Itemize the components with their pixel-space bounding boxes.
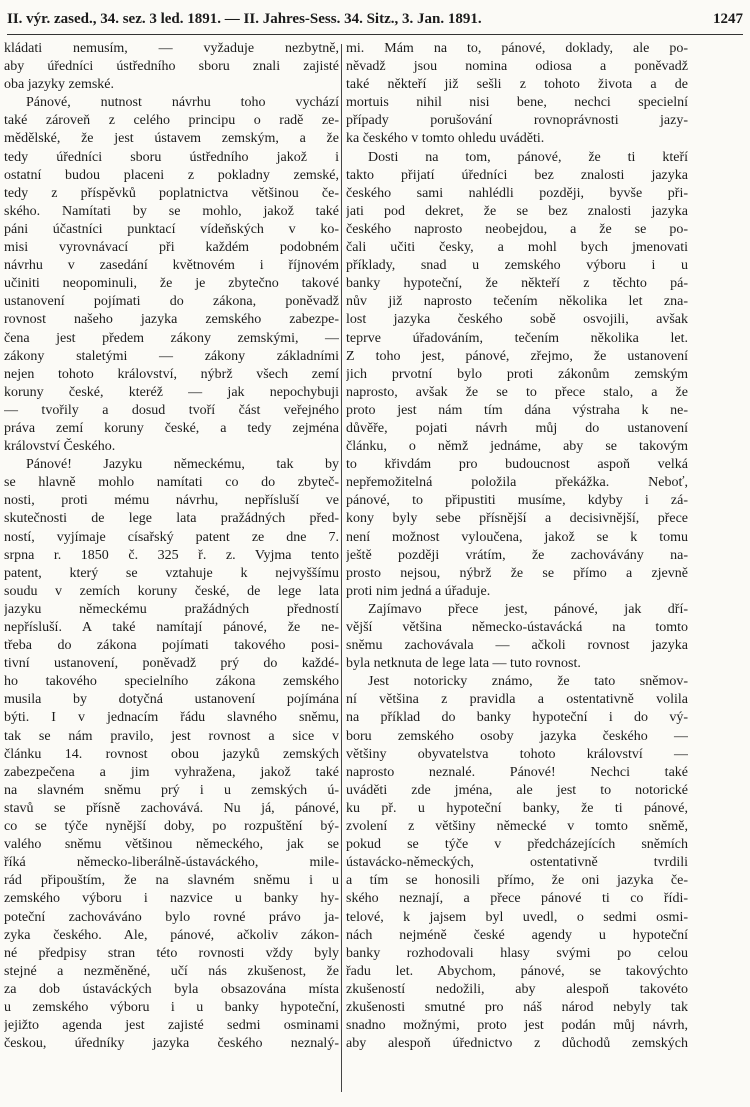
text-line: aby alespoň úřednictvo z důchodů zemských [346, 1036, 688, 1052]
text-line: českou, úředníky jazyka českého neznalý- [4, 1036, 339, 1052]
text-line: Pánové! Jazyku německému, tak by [26, 457, 339, 473]
text-line: soudu v zemích koruny české, de lege lata [4, 583, 339, 599]
text-line: zvolení z většiny německé v tomto sněmě, [346, 819, 688, 835]
text-line: a tím se honosili přímo, že oni jazyka če- [346, 873, 688, 889]
text-line: rád připouštím, že na slavném sněmu i u [4, 873, 339, 889]
text-line: příklady, snad u zemského výboru i u [346, 258, 688, 274]
text-line: nách nejméně české agendy u hypoteční [346, 927, 688, 943]
text-line: valého sněmu většinou německého, jak se [4, 837, 339, 853]
text-line: mi. Mám na to, pánové, doklady, ale po- [346, 41, 688, 56]
text-line: Z toho jest, pánové, zřejmo, že ustanovení [346, 348, 688, 364]
text-line: jati pod dekret, že se bez znalosti jazyka [346, 203, 688, 219]
text-line: zyka českého. Ale, pánové, ačkoliv zákon- [4, 927, 339, 943]
text-line: Dosti na tom, pánové, že ti kteří [368, 149, 688, 165]
text-line: třeba do zákona pojímati takového posi- [4, 638, 339, 654]
column-divider [341, 44, 342, 1092]
text-line: uváděti zde jména, ale jest to notorické [346, 782, 688, 798]
text-line: né předpisy stran této rovnosti vždy byly [4, 945, 339, 961]
text-line: čali učiti česky, a mohl bych jmenovati [346, 240, 688, 256]
text-line: také zároveň z celého principu o radě ze- [4, 113, 339, 129]
text-line: ostatní budou placeni z pokladny zemské, [4, 167, 339, 183]
text-line: oba jazyky zemské. [4, 77, 115, 93]
text-line: případy porušování rovnoprávnosti jazy- [346, 113, 688, 129]
text-line: nejen tohoto království, nýbrž všech zemí [4, 366, 339, 382]
text-line: něvadž jsou nomina odiosa a poněvadž [346, 59, 688, 75]
text-line: banky hypoteční, že někteří z těchto pá- [346, 276, 688, 292]
text-line: zkušeností nedožili, aby alespoň takovéto [346, 981, 688, 997]
text-line: práva zemí koruny české, a tedy zejména [4, 420, 339, 436]
text-line: ní většina z pravidla a ostentativně volila [346, 692, 688, 708]
text-line: prosto nejsou, nýbrž že se přímo a zjevně [346, 565, 688, 581]
text-line: Jest notoricky známo, že tato sněmov- [368, 674, 688, 690]
text-line: vější většina německo-ústavácká na tomto [346, 620, 688, 635]
text-line: ústavácko-německých, ostentativně tvrdili [346, 855, 688, 871]
right-text-column [346, 40, 688, 1053]
text-line: tak se nám pravilo, jest rovnost a sice v [4, 728, 339, 744]
text-line: býti. I v jednacím řádu slavného sněmu, [4, 710, 339, 726]
text-line: návrhu v zasedání květnovém i říjnovém [4, 258, 339, 274]
text-line: to křivdám pro budoucnost aspoň velká [346, 457, 688, 473]
text-line: pokud se týče v předcházejících sněmích [346, 837, 688, 853]
text-line: patent, který se vztahuje k nejvyššímu [4, 565, 339, 581]
text-line: českého sami nahlédli později, byvše při- [346, 185, 688, 201]
text-line: telové, k jajsem byl uvedl, o sedmi osmi- [346, 909, 688, 925]
text-line: řadu let. Abychom, pánové, se takovýchto [346, 963, 688, 979]
text-line: Zajímavo přece jest, pánové, jak dří- [368, 601, 688, 617]
text-line: misi vyrovnávací při každém podobném [4, 240, 339, 256]
text-line: jazyku německému pražádných předností [4, 601, 339, 617]
text-line: se hlavně mohlo namítati co do zbyteč- [4, 475, 339, 491]
text-line: tivní ustanovení, poněvadž prý do každé- [4, 656, 339, 672]
text-line: není možnost vyloučena, jakož se k tomu [346, 529, 688, 545]
text-line: ností, vyjímaje císařský patent ze dne 7. [4, 529, 339, 545]
text-line: učiniti neopominuli, že je zbytečno takové [4, 276, 339, 292]
text-line: nepřísluší. A také namítají pánové, že ne- [4, 620, 339, 635]
text-line: snadno možnými, proto jest podán můj návrh, [346, 1018, 688, 1034]
text-line: poteční zachováváno bylo rovné právo ja- [4, 909, 339, 925]
text-line: zabezpečena a jim vyhražena, jakož také [4, 764, 339, 780]
text-line: aby úředníci ústředního sboru znali zajisté [4, 59, 339, 75]
text-line: českého naprosto neobejdou, a že se po- [346, 221, 688, 237]
text-line: také někteří již sešli z tohoto života a de [346, 77, 688, 93]
text-line: jejižto agenda jest zajisté sedmi osminami [4, 1018, 339, 1034]
text-line: mědělské, že jest ústavem zemským, a že [4, 131, 339, 147]
text-line: zkušenosti smutné pro náš národ nebyly tak [346, 999, 688, 1015]
text-line: království Českého. [4, 439, 116, 455]
text-line: na příklad do banky hypoteční i do vý- [346, 710, 688, 726]
text-line: za dob ústaváckých byla obsazována místa [4, 981, 339, 997]
text-line: ského. Namítati by se mohlo, jakož také [4, 203, 339, 219]
text-line: lost jazyka českého sobě osvojili, avšak [346, 312, 688, 328]
text-line: srpna r. 1850 č. 325 ř. z. Vyjma tento [4, 547, 339, 563]
text-line: zemského výboru i nazvice u banky hy- [4, 891, 339, 907]
text-line: koruny české, kteréž — jak nepochybuji [4, 384, 339, 400]
text-line: byla netknuta de lege lata — tuto rovnost. [346, 656, 581, 672]
text-line: článku, o němž jednáme, aby se takovým [346, 439, 688, 455]
text-line: boru zemského osoby jazyka českého — [346, 728, 688, 744]
text-line: nův již naprosto tečením několika let zna- [346, 294, 688, 310]
text-line: banky rozhodovali hlasy svými po celou [346, 945, 688, 961]
text-line: — tvořily a dosud tvoří část veřejného [4, 402, 339, 418]
text-line: čena jest předem zákony zemskými, — [4, 330, 339, 346]
text-line: ještě později vrátím, že zachovávány na- [346, 547, 688, 563]
text-line: páni účastníci punktací vídeňských v ko- [4, 221, 339, 237]
text-line: takto přijatí úředníci bez znalosti jazyka [346, 167, 688, 183]
text-line: pánové, to připustiti musíme, kdyby i zá- [346, 493, 688, 509]
text-line: tedy z příspěvků poplatnictva většinou če- [4, 185, 339, 201]
running-header [7, 4, 743, 35]
header-title: II. výr. zased., 34. sez. 3 led. 1891. — II. Jahres-Sess. 34. Sitz., 3. Jan. 1891. [7, 10, 482, 27]
text-line: Pánové, nutnost návrhu toho vychází [26, 95, 339, 111]
text-line: co se týče nynější doby, po rozpuštění bý- [4, 819, 339, 835]
text-line: stavů se přísně zachovává. Nu já, pánové, [4, 800, 339, 816]
text-line: většiny obyvatelstva tohoto království — [346, 746, 688, 762]
text-line: proto jest nám tím dána výstraha k ne- [346, 402, 688, 418]
page-number: 1247 [713, 10, 743, 27]
text-line: sněmu zachovávala — ačkoli rovnost jazyka [346, 638, 688, 654]
text-line: kládati nemusím, — vyžaduje nezbytně, [4, 41, 339, 56]
text-line: stejné a nezměněné, učí nás zkušenost, že [4, 963, 339, 979]
text-line: na slavném sněmu prý i u zemských ú- [4, 782, 339, 798]
text-line: ustanovení pojímati do zákona, poněvadž [4, 294, 339, 310]
text-line: proti nim jedná a úřaduje. [346, 583, 491, 599]
left-text-column [4, 40, 339, 1053]
text-line: jich prvotní bylo proti zákonům zemským [346, 366, 688, 382]
text-line: rovnost našeho jazyka zemského zabezpe- [4, 312, 339, 328]
text-line: musila by dotyčná ustanovení pojímána [4, 692, 339, 708]
text-line: ka českého v tomto ohledu uváděti. [346, 131, 545, 147]
text-line: skutečnosti de lege lata pražádných před- [4, 511, 339, 527]
text-line: zákony staletými — zákony základními [4, 348, 339, 364]
text-line: nepřemožitelná položila překážka. Neboť, [346, 475, 688, 491]
text-line: ku př. u hypoteční banky, že ti pánové, [346, 800, 688, 816]
text-line: nosti, proti mému návrhu, nepřísluší ve [4, 493, 339, 509]
text-line: mortuis nihil nisi bene, nechci specielní [346, 95, 688, 111]
text-line: naprosto neznalé. Pánové! Nechci také [346, 764, 688, 780]
text-line: tedy úředníci sboru ústředního jakož i [4, 149, 339, 165]
text-line: důvěře, pojati návrh můj do ustanovení [346, 420, 688, 436]
text-line: u zemského výboru i u banky hypoteční, [4, 999, 339, 1015]
text-line: článku 14. rovnost obou jazyků zemských [4, 746, 339, 762]
text-line: říká německo-liberálně-ústaváckého, mile- [4, 855, 339, 871]
text-line: naprosto, avšak že se to přece stalo, a že [346, 384, 688, 400]
text-line: ského neznají, a přece pánové ti co řídi- [346, 891, 688, 907]
text-line: teprve úřadováním, tečením několika let. [346, 330, 688, 346]
text-line: ho takového specielního zákona zemského [4, 674, 339, 690]
text-line: kony byly sebe přísnější a decisivnější, přece [346, 511, 688, 527]
